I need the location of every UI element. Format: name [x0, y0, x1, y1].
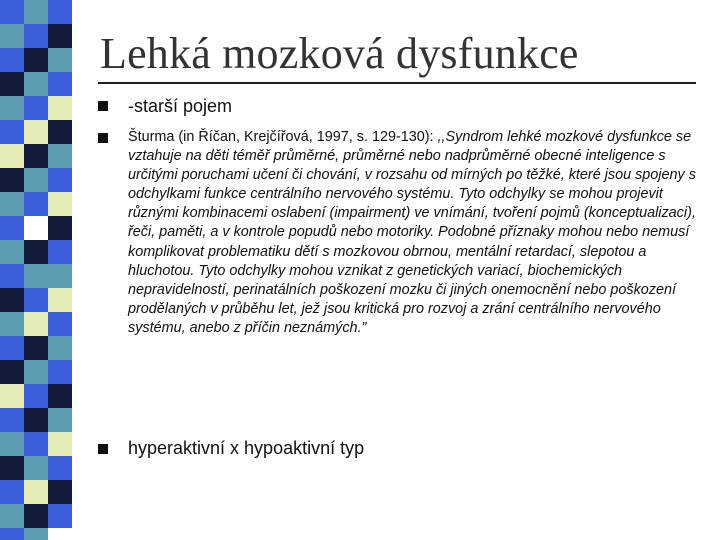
- stripe-block: [24, 96, 48, 120]
- stripe-block: [48, 528, 72, 540]
- stripe-block: [24, 336, 48, 360]
- stripe-block: [24, 216, 48, 240]
- stripe-block: [48, 96, 72, 120]
- stripe-block: [0, 96, 24, 120]
- stripe-block: [0, 72, 24, 96]
- stripe-block: [24, 312, 48, 336]
- bullet-text-3: hyperaktivní x hypoaktivní typ: [128, 438, 365, 458]
- stripe-block: [24, 144, 48, 168]
- stripe-block: [48, 48, 72, 72]
- stripe-block: [0, 240, 24, 264]
- stripe-block: [24, 24, 48, 48]
- stripe-block: [48, 192, 72, 216]
- stripe-block: [0, 0, 24, 24]
- bullet-text-1: -starší pojem: [128, 96, 233, 116]
- stripe-block: [48, 168, 72, 192]
- stripe-block: [48, 24, 72, 48]
- bullet-marker-3: [98, 444, 108, 454]
- stripe-block: [48, 264, 72, 288]
- stripe-block: [0, 408, 24, 432]
- stripe-block: [24, 456, 48, 480]
- stripe-block: [0, 192, 24, 216]
- stripe-block: [24, 0, 48, 24]
- stripe-block: [0, 120, 24, 144]
- stripe-block: [0, 312, 24, 336]
- stripe-block: [48, 312, 72, 336]
- stripe-block: [24, 288, 48, 312]
- stripe-block: [48, 0, 72, 24]
- bullet-marker-1: [98, 101, 108, 111]
- stripe-block: [0, 288, 24, 312]
- stripe-block: [0, 264, 24, 288]
- bullet-2-quote: ,,Syndrom lehké mozkové dysfunkce se vztahuje na děti téměř průměrné, průměrné nebo nadprůměrné obecné inteligence s určitými poruchami učení či chování, v rozsahu od mírných po těžké, které jsou spojeny s odchylkami funkce centrálního nervového systému. Tyto odchylky se mohou projevit různými kombinacemi oslabení (impairment) ve vnímání, tvoření pojmů (konceptualizaci), řeči, paměti, a v kontrole popudů nebo motoriky. Podobné příznaky mohou nebo nemusí komplikovat problematiku dětí s mozkovou obrnou, mentální retardací, slepotou a hluchotou. Tyto odchylky mohou vznikat z genetických variací, biochemických nepravidelností, perinatálních poškození mozku či jiných onemocnění nebo poškození prodělaných v průběhu let, jež jsou kritická pro rozvoj a zrání centrálního nervového systému, anebo z příčin neznámých.”: [128, 129, 696, 336]
- stripe-block: [48, 72, 72, 96]
- stripe-block: [24, 120, 48, 144]
- title-underline: [98, 82, 696, 84]
- stripe-block: [48, 432, 72, 456]
- stripe-block: [0, 528, 24, 540]
- slide-title: Lehká mozková dysfunkce: [100, 29, 579, 78]
- stripe-block: [48, 288, 72, 312]
- stripe-block: [0, 384, 24, 408]
- stripe-block: [0, 504, 24, 528]
- stripe-block: [24, 264, 48, 288]
- stripe-block: [48, 456, 72, 480]
- stripe-block: [24, 384, 48, 408]
- stripe-block: [48, 360, 72, 384]
- stripe-block: [0, 456, 24, 480]
- stripe-block: [48, 240, 72, 264]
- stripe-block: [0, 168, 24, 192]
- stripe-block: [24, 168, 48, 192]
- stripe-block: [0, 432, 24, 456]
- stripe-block: [24, 408, 48, 432]
- stripe-block: [24, 72, 48, 96]
- stripe-block: [24, 480, 48, 504]
- stripe-block: [48, 144, 72, 168]
- decorative-stripes: [0, 0, 72, 540]
- stripe-block: [24, 504, 48, 528]
- stripe-block: [48, 120, 72, 144]
- stripe-block: [0, 336, 24, 360]
- stripe-block: [24, 240, 48, 264]
- stripe-block: [48, 384, 72, 408]
- stripe-block: [0, 360, 24, 384]
- bullet-2-lead: Šturma (in Říčan, Krejčířová, 1997, s. 129-130):: [128, 129, 438, 145]
- stripe-block: [0, 48, 24, 72]
- stripe-block: [48, 480, 72, 504]
- stripe-block: [0, 144, 24, 168]
- bullet-marker-2: [98, 133, 108, 143]
- stripe-block: [48, 408, 72, 432]
- stripe-block: [24, 528, 48, 540]
- stripe-block: [24, 360, 48, 384]
- stripe-block: [48, 216, 72, 240]
- stripe-block: [24, 432, 48, 456]
- stripe-block: [48, 336, 72, 360]
- stripe-block: [0, 216, 24, 240]
- stripe-block: [48, 504, 72, 528]
- stripe-block: [24, 192, 48, 216]
- stripe-block: [0, 24, 24, 48]
- stripe-block: [0, 480, 24, 504]
- stripe-block: [24, 48, 48, 72]
- bullet-text-2: [128, 128, 698, 338]
